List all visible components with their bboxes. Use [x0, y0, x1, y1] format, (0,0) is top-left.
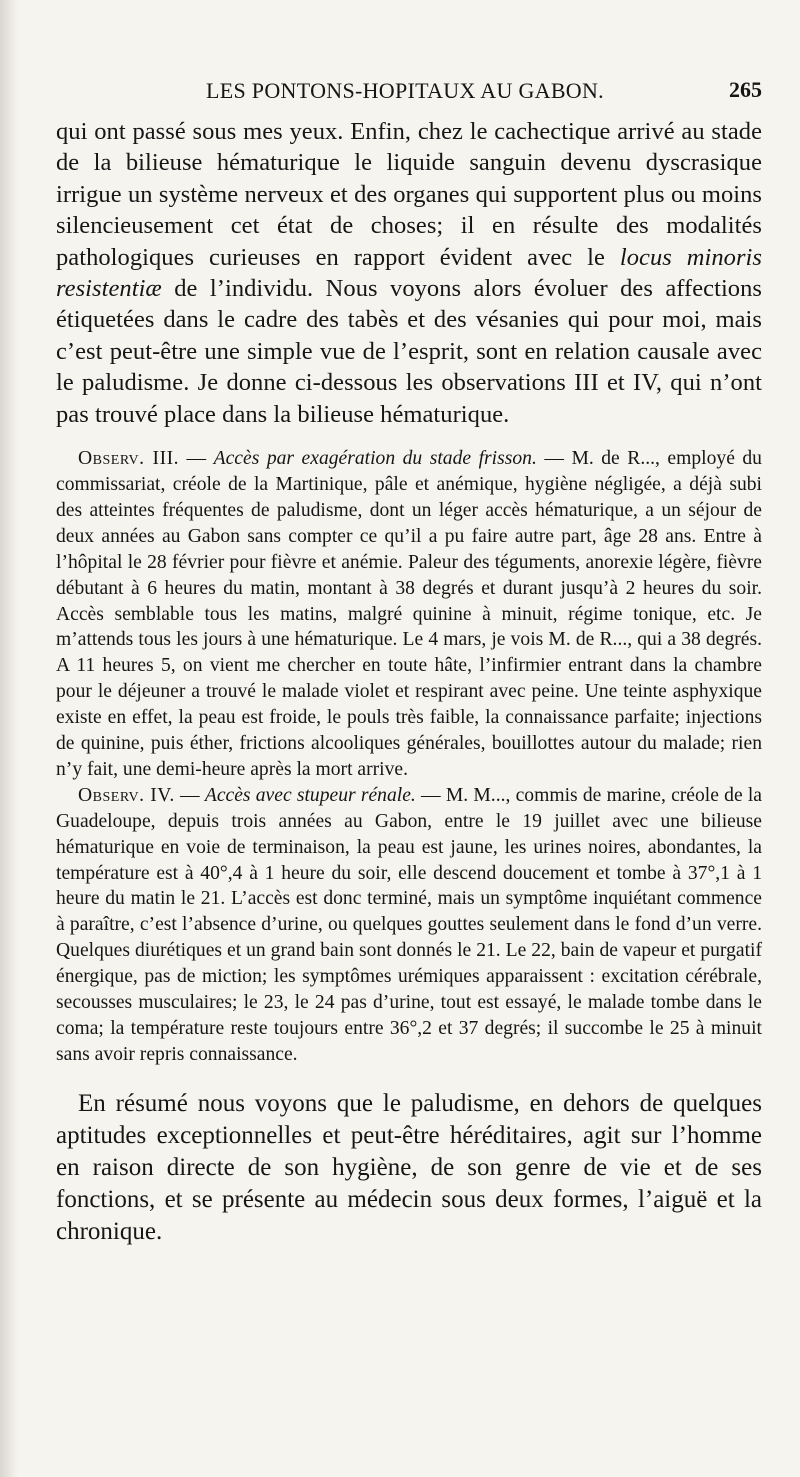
page-number: 265: [729, 77, 762, 102]
observation-3-dash: —: [179, 448, 214, 470]
intro-text-2: de l’individu. Nous voyons alors évoluer des affections étiquetées dans le cadre des tabès et des vésanies qui pour moi, mais c’est peut-être une simple vue de l’esprit, sont en relation causale avec le paludisme. Je donne ci-dessous les observations III et IV, qui n’ont pas trouvé place dans la bilieuse hématurique.: [56, 275, 762, 428]
page-header: [56, 74, 762, 108]
observation-4: [56, 783, 762, 1068]
intro-paragraph: [56, 116, 762, 430]
conclusion-paragraph: En résumé nous voyons que le paludisme, en dehors de quelques aptitudes exceptionnelles et peut-être héréditaires, agit sur l’homme en raison directe de son hygiène, de son genre de vie et de ses fonctions, et se présente au médecin sous deux formes, l’aiguë et la chronique.: [56, 1089, 762, 1245]
intro-emphasis: locus minoris resistentiæ: [56, 243, 762, 303]
observation-3-title: Accès par exagération du stade frisson.: [213, 448, 537, 470]
observation-4-body: — M. M..., commis de marine, créole de la Guadeloupe, depuis trois années au Gabon, entre le 19 juillet avec une bilieuse hématurique en voie de terminaison, la peau est jaune, les urines noires, abondantes, la température est à 40°,4 à 1 heure du soir, elle descend doucement et tombe à 37°,1 à 1 heure du matin le 21. L’accès est donc terminé, mais un symptôme inquiétant commence à paraître, c’est l’absence d’urine, ou quelques gouttes seulement dans le fond d’un verre. Quelques diurétiques et un grand bain sont donnés le 21. Le 22, bain de vapeur et purgatif énergique, pas de miction; les symptômes urémiques apparaissent : excitation cérébrale, secousses musculaires; le 23, le 24 pas d’urine, tout est essayé, le malade tombe dans le coma; la température reste toujours entre 36°,2 et 37 degrés; il succombe le 25 à minuit sans avoir repris connaissance.: [56, 784, 763, 1065]
observation-4-dash: —: [174, 784, 205, 806]
running-head: LES PONTONS-HOPITAUX AU GABON.: [206, 78, 604, 103]
observation-4-title: Accès avec stupeur rénale.: [204, 784, 416, 806]
observation-4-lead: Observ. IV.: [78, 784, 175, 806]
observation-3-lead: Observ. III.: [78, 448, 180, 470]
observation-3-body: — M. de R..., employé du commissariat, créole de la Martinique, pâle et anémique, hygiène négligée, a déjà subi des atteintes fréquentes de paludisme, dont un léger accès hématurique, a un séjour de deux années au Gabon sans compter ce qu’il a pu faire autre part, âge 28 ans. Entre à l’hôpital le 28 février pour fièvre et anémie. Paleur des téguments, anorexie légère, fièvre débutant à 6 heures du matin, montant à 38 degrés et durant jusqu’à 2 heures du soir. Accès semblable tous les matins, malgré quinine à minuit, régime tonique, etc. Je m’attends tous les jours à une hématurique. Le 4 mars, je vois M. de R..., qui a 38 degrés. A 11 heures 5, on vient me chercher en toute hâte, l’infirmier entrant dans la chambre pour le déjeuner a trouvé le malade violet et respirant avec peine. Une teinte asphyxique existe en effet, la peau est froide, le pouls très faible, la connaissance parfaite; injections de quinine, puis éther, frictions alcooliques générales, bouillottes autour du malade; rien n’y fait, une demi-heure après la mort arrive.: [56, 448, 762, 780]
observation-3: [56, 446, 762, 783]
intro-text-1: qui ont passé sous mes yeux. Enfin, chez le cachectique arrivé au stade de la bilieuse hématurique le liquide sanguin devenu dyscrasique irrigue un système nerveux et des organes qui supportent plus ou moins silencieusement cet état de choses; il en résulte des modalités pathologiques curieuses en rapport évident avec le: [56, 118, 762, 271]
